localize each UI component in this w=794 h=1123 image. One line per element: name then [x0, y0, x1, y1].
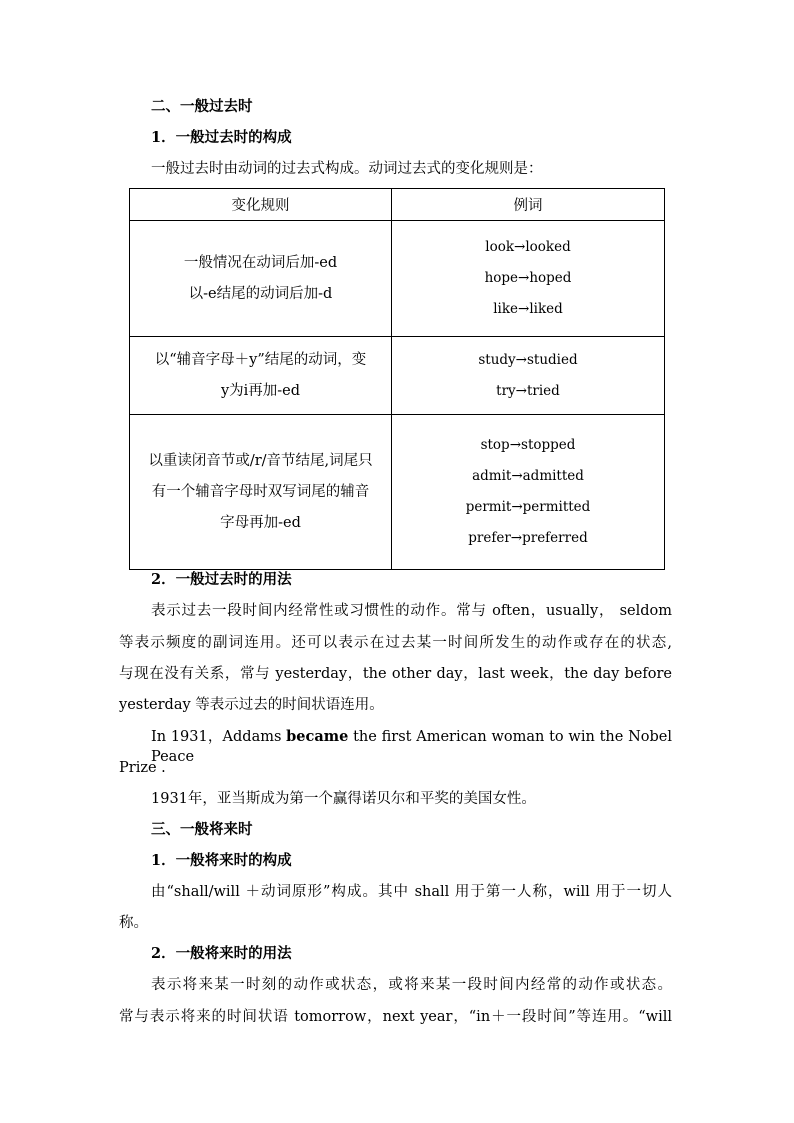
example-translation: 1931年，亚当斯成为第一个赢得诺贝尔和平奖的美国女性。	[151, 791, 536, 807]
rule-line: 字母再加-ed	[220, 514, 301, 531]
rule-line: 有一个辅音字母时双写词尾的辅音	[151, 483, 370, 500]
usage-paragraph-line: 等表示频度的副词连用。还可以表示在过去某一时间所发生的动作或存在的状态,	[119, 635, 672, 651]
future-usage-line: 表示将来某一时刻的动作或状态，或将来某一段时间内经常的动作或状态。	[151, 977, 672, 993]
conjugation-rules-table	[129, 188, 665, 570]
rule-line: 以-e结尾的动词后加-d	[188, 285, 333, 302]
example-word: admit→admitted	[472, 468, 584, 484]
section-heading-past-tense: 二、一般过去时	[151, 98, 253, 115]
table-cell-rule	[130, 415, 392, 570]
form-paragraph-line: 由“shall/will ＋动词原形”构成。其中 shall 用于第一人称，will 用于一切人	[151, 884, 672, 900]
example-word: hope→hoped	[484, 270, 572, 286]
usage-paragraph-line: yesterday 等表示过去的时间状语连用。	[119, 697, 384, 713]
table-header-rule: 变化规则	[130, 189, 392, 221]
subheading-past-tense-usage: 2．一般过去时的用法	[151, 571, 292, 588]
highlighted-verb: became	[286, 728, 349, 745]
rule-line: 以重读闭音节或/r/音节结尾,词尾只	[148, 452, 373, 469]
subheading-past-tense-form: 1．一般过去时的构成	[151, 129, 292, 146]
future-usage-line: 常与表示将来的时间状语 tomorrow，next year，“in＋一段时间”等连用。“will	[119, 1009, 672, 1025]
example-sentence-end: Prize .	[119, 760, 166, 776]
table-cell-examples	[392, 337, 665, 415]
table-header-row	[130, 189, 665, 221]
form-paragraph-line: 称。	[119, 915, 148, 931]
example-word: permit→permitted	[465, 499, 591, 515]
intro-paragraph: 一般过去时由动词的过去式构成。动词过去式的变化规则是：	[151, 161, 543, 177]
usage-paragraph-line: 表示过去一段时间内经常性或习惯性的动作。常与 often，usually， seldom	[151, 603, 672, 619]
table-cell-examples	[392, 221, 665, 337]
rule-line: y为i再加-ed	[220, 382, 301, 399]
table-row	[130, 415, 665, 570]
example-word: look→looked	[485, 239, 571, 255]
usage-paragraph-line: 与现在没有关系，常与 yesterday，the other day，last week，the day before	[119, 666, 672, 682]
table-header-example: 例词	[392, 189, 665, 221]
section-heading-future-tense: 三、一般将来时	[151, 821, 253, 838]
subheading-future-tense-usage: 2．一般将来时的用法	[151, 945, 292, 962]
example-word: study→studied	[478, 351, 578, 368]
example-word: like→liked	[493, 301, 563, 317]
table-cell-rule	[130, 221, 392, 337]
table-row	[130, 221, 665, 337]
rule-line: 以“辅音字母＋y”结尾的动词，变	[154, 351, 367, 368]
subheading-future-tense-form: 1．一般将来时的构成	[151, 852, 292, 869]
example-word: prefer→preferred	[468, 530, 588, 546]
example-word: stop→stopped	[480, 437, 576, 453]
example-word: try→tried	[496, 382, 560, 399]
example-sentence: In 1931，Addams became the first American woman to win the Nobel Peace	[151, 728, 672, 765]
table-cell-examples	[392, 415, 665, 570]
table-cell-rule	[130, 337, 392, 415]
rule-line: 一般情况在动词后加-ed	[183, 254, 338, 271]
table-row	[130, 337, 665, 415]
